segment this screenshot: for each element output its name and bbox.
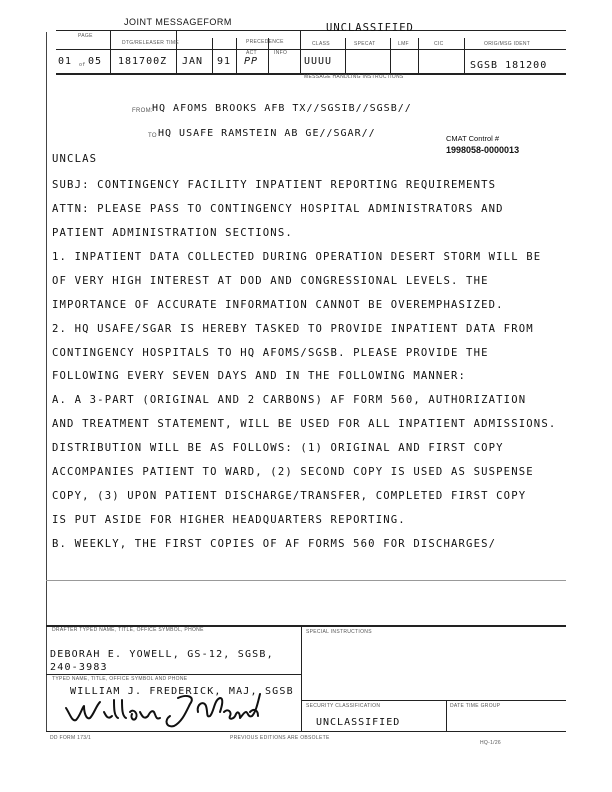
body-line: ATTN: PLEASE PASS TO CONTINGENCY HOSPITAL ADMINISTRATORS AND xyxy=(52,203,504,215)
body-line: FOLLOWING EVERY SEVEN DAYS AND IN THE FOLLOWING MANNER: xyxy=(52,370,467,382)
page-number: 01 xyxy=(58,56,73,67)
body-line: B. WEEKLY, THE FIRST COPIES OF AF FORMS 560 FOR DISCHARGES/ xyxy=(52,538,497,550)
ident-value: SGSB 181200 xyxy=(470,60,548,71)
specat-label: SPECAT xyxy=(354,41,376,47)
body-line: IMPORTANCE OF ACCURATE INFORMATION CANNOT BE OVEREMPHASIZED. xyxy=(52,299,504,311)
body-line: ACCOMPANIES PATIENT TO WARD, (2) SECOND COPY IS USED AS SUSPENSE xyxy=(52,466,534,478)
from-address: HQ AFOMS BROOKS AFB TX//SGSIB//SGSB// xyxy=(152,103,412,114)
body-line: IS PUT ASIDE FOR HIGHER HEADQUARTERS REPORTING. xyxy=(52,514,406,526)
from-label: FROM: xyxy=(132,108,153,114)
releaser-label: TYPED NAME, TITLE, OFFICE SYMBOL AND PHONE xyxy=(52,676,188,682)
drafter-line-2: 240-3983 xyxy=(50,662,108,673)
body-line: 1. INPATIENT DATA COLLECTED DURING OPERATION DESERT STORM WILL BE xyxy=(52,251,542,263)
form-number: DD FORM 173/1 xyxy=(50,735,92,741)
body-line: DISTRIBUTION WILL BE AS FOLLOWS: (1) ORIGINAL AND FIRST COPY xyxy=(52,442,504,454)
year-value: 91 xyxy=(217,56,232,67)
page-code: HQ-1/26 xyxy=(480,740,501,746)
body-line: A. A 3-PART (ORIGINAL AND 2 CARBONS) AF FORM 560, AUTHORIZATION xyxy=(52,394,527,406)
releaser-name: WILLIAM J. FREDERICK, MAJ, SGSB xyxy=(70,686,294,697)
body-line: COPY, (3) UPON PATIENT DISCHARGE/TRANSFER, COMPLETED FIRST COPY xyxy=(52,490,527,502)
page-of-separator: of xyxy=(79,62,86,68)
form-title: JOINT MESSAGEFORM xyxy=(124,17,232,27)
class-label: CLASS xyxy=(312,41,330,47)
dtg-label: DTG/RELEASER TIME xyxy=(122,40,179,46)
body-line: UNCLAS xyxy=(52,153,98,165)
body-line: CONTINGENCY HOSPITALS TO HQ AFOMS/SGSB. PLEASE PROVIDE THE xyxy=(52,347,489,359)
page-total: 05 xyxy=(88,56,103,67)
body-line: 2. HQ USAFE/SGAR IS HEREBY TASKED TO PROVIDE INPATIENT DATA FROM xyxy=(52,323,534,335)
drafter-line-1: DEBORAH E. YOWELL, GS-12, SGSB, xyxy=(50,649,274,660)
body-line: PATIENT ADMINISTRATION SECTIONS. xyxy=(52,227,293,239)
cmat-number: 1998058-0000013 xyxy=(446,145,520,155)
to-label: TO xyxy=(148,133,157,139)
body-line: SUBJ: CONTINGENCY FACILITY INPATIENT REPORTING REQUIREMENTS xyxy=(52,179,497,191)
class-value: UUUU xyxy=(304,56,333,67)
to-address: HQ USAFE RAMSTEIN AB GE//SGAR// xyxy=(158,128,376,139)
security-classification-label: SECURITY CLASSIFICATION xyxy=(306,703,381,709)
dtg-value: 181700Z xyxy=(118,56,168,67)
page-label: PAGE xyxy=(78,33,93,39)
body-line: OF VERY HIGH INTEREST AT DOD AND CONGRESSIONAL LEVELS. THE xyxy=(52,275,489,287)
classification-bottom: UNCLASSIFIED xyxy=(316,717,401,728)
classification-top: UNCLASSIFIED xyxy=(326,22,414,34)
special-instructions-label: SPECIAL INSTRUCTIONS xyxy=(306,629,372,635)
cic-label: CIC xyxy=(434,41,444,47)
handling-label: MESSAGE HANDLING INSTRUCTIONS xyxy=(304,74,404,80)
info-label: INFO xyxy=(274,50,288,56)
body-line: AND TREATMENT STATEMENT, WILL BE USED FOR ALL INPATIENT ADMISSIONS. xyxy=(52,418,557,430)
drafter-label: DRAFTER TYPED NAME, TITLE, OFFICE SYMBOL, PHONE xyxy=(52,627,204,633)
precedence-label: PRECEDENCE xyxy=(246,39,284,45)
precedence-value: PP xyxy=(244,56,259,67)
orig-msg-ident-label: ORIG/MSG IDENT xyxy=(484,41,531,47)
date-time-group-label: DATE TIME GROUP xyxy=(450,703,501,709)
edition-note: PREVIOUS EDITIONS ARE OBSOLETE xyxy=(230,735,330,741)
month-value: JAN xyxy=(182,56,204,67)
lmf-label: LMF xyxy=(398,41,409,47)
act-label: ACT xyxy=(246,50,257,56)
cmat-label: CMAT Control # xyxy=(446,134,500,143)
